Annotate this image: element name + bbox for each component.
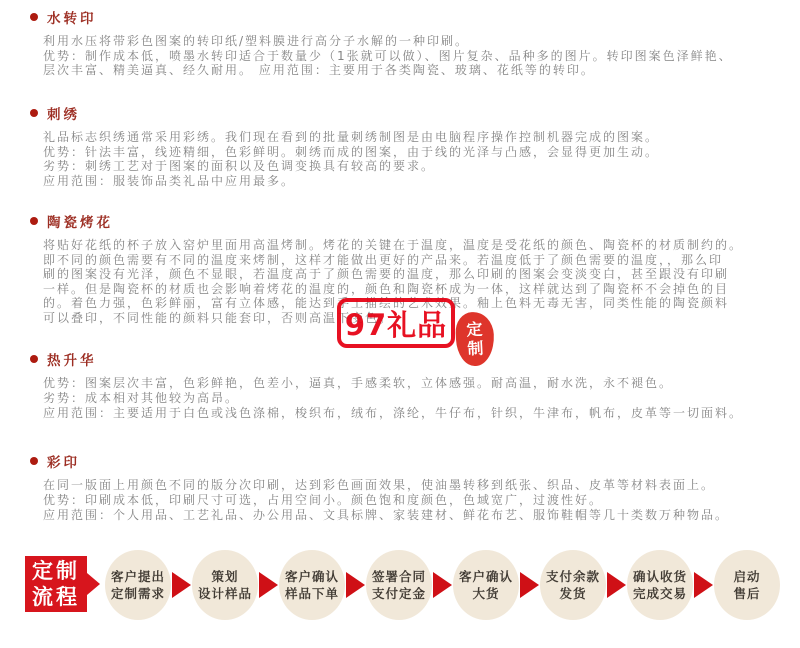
bullet-icon	[30, 217, 38, 225]
step-label: 设计样品	[197, 586, 252, 601]
section-color-printing	[0, 452, 800, 523]
flow-step-7	[627, 550, 693, 620]
step-label: 完成交易	[632, 586, 687, 601]
body-line: 刷的图案没有光泽，颜色不显眼，若温度高于了颜色需要的温度，那么印刷的图案会变淡变白，甚至跟没有印刷	[43, 267, 730, 281]
section-title: 刺绣	[47, 107, 80, 123]
bullet-icon	[30, 457, 38, 465]
body-line: 应用范围：主要适用于白色或浅色涤棉，梭织布，绒布，涤纶，牛仔布，针织，牛津布，帆布，皮革等一切面料。	[43, 406, 744, 420]
step-label: 签署合同	[371, 569, 426, 584]
section-body	[43, 34, 800, 78]
flow-step-8	[714, 550, 780, 620]
flow-step-2	[192, 550, 258, 620]
body-line: 应用范围：服装饰品类礼品中应用最多。	[43, 173, 296, 188]
flow-title-box	[25, 556, 87, 612]
flow-step-5	[453, 550, 519, 620]
section-title: 热升华	[47, 353, 97, 369]
body-line: 优势：图案层次丰富，色彩鲜艳，色差小，逼真，手感柔软，立体感强。耐高温，耐水洗，永不褪色。	[43, 376, 674, 390]
step-label: 客户提出	[110, 569, 165, 584]
section-thermal-sublimation	[0, 350, 800, 421]
section-title: 陶瓷烤花	[47, 215, 113, 231]
section-body	[43, 376, 800, 421]
section-header	[30, 212, 800, 230]
step-label: 策划	[211, 569, 239, 584]
section-title: 彩印	[47, 455, 80, 471]
flow-step-3	[279, 550, 345, 620]
step-label: 定制需求	[110, 586, 165, 601]
step-label: 支付余款	[545, 569, 600, 584]
section-header	[30, 104, 800, 122]
step-label: 启动	[733, 569, 761, 584]
step-label: 大货	[472, 586, 500, 601]
section-header	[30, 452, 800, 470]
step-label: 客户确认	[284, 569, 339, 584]
section-header	[30, 350, 800, 368]
bullet-icon	[30, 13, 38, 21]
flow-title-arrow-tip	[87, 573, 100, 595]
right-arrow-icon	[433, 572, 452, 598]
seal-char: 定	[466, 319, 483, 340]
flow-step-1	[105, 550, 171, 620]
flow-step-6	[540, 550, 606, 620]
body-line: 优势：制作成本低，喷墨水转印适合于数量少（1张就可以做）、图片复杂、品种多的图片。转印图案色泽鲜艳、	[43, 48, 733, 63]
body-line: 礼品标志织绣通常采用彩绣。我们现在看到的批量刺绣制图是由电脑程序操作控制机器完成的图案。	[43, 130, 660, 144]
body-line: 一样。但是陶瓷杯的材质也会影响着烤花的温度的，颜色和陶瓷杯成为一体，这样就达到了陶瓷杯不会掉色的目	[43, 281, 730, 296]
flow-title-line: 定制	[32, 559, 80, 583]
body-line: 利用水压将带彩色图案的转印纸/塑料膜进行高分子水解的一种印刷。	[43, 34, 470, 48]
body-line: 在同一版面上用颜色不同的版分次印刷，达到彩色画面效果，使油墨转移到纸张、织品、皮革等材料表面上。	[43, 478, 716, 492]
step-label: 售后	[733, 586, 761, 601]
body-line: 的。着色力强，色彩鲜丽，富有立体感，能达到手工描绘的艺术效果。釉上色料无毒无害，同类性能的陶瓷颜料	[43, 296, 730, 310]
section-water-transfer	[0, 8, 800, 78]
step-label: 客户确认	[458, 569, 513, 584]
bullet-icon	[30, 355, 38, 363]
step-label: 支付定金	[371, 586, 426, 601]
body-line: 优势：印刷成本低，印刷尺寸可选，占用空间小。颜色饱和度颜色，色域宽广，过渡性好。	[43, 493, 604, 507]
body-line: 可以叠印，不同性能的颜料只能套印，否则高温下变色。	[43, 310, 394, 325]
section-title: 水转印	[47, 11, 97, 27]
right-arrow-icon	[346, 572, 365, 598]
section-body	[43, 130, 800, 188]
step-label: 样品下单	[284, 586, 339, 601]
right-arrow-icon	[520, 572, 539, 598]
flow-step-4	[366, 550, 432, 620]
body-line: 劣势：刺绣工艺对于图案的面积以及色调变换具有较高的要求。	[43, 159, 436, 173]
watermark-badge: 97礼品	[337, 298, 455, 348]
right-arrow-icon	[694, 572, 713, 598]
section-embroidery	[0, 104, 800, 188]
body-line: 应用范围：个人用品、工艺礼品、办公用品、文具标牌、家装建材、鲜花布艺、服饰鞋帽等几十类数万种物品。	[43, 508, 730, 522]
right-arrow-icon	[607, 572, 626, 598]
body-line: 将贴好花纸的杯子放入窑炉里面用高温烤制。烤花的关键在于温度，温度是受花纸的颜色、陶瓷杯的材质制约的。	[43, 238, 744, 252]
body-line: 劣势：成本相对其他较为高昂。	[43, 391, 240, 405]
body-line: 层次丰富、精美逼真、经久耐用。 应用范围：主要用于各类陶瓷、玻璃、花纸等的转印。	[43, 63, 595, 77]
right-arrow-icon	[172, 572, 191, 598]
right-arrow-icon	[259, 572, 278, 598]
seal-char: 制	[466, 338, 484, 359]
body-line: 优势：针法丰富，线迹精细，色彩鲜明。刺绣而成的图案，由于线的光泽与凸感，会显得更加生动。	[43, 144, 660, 159]
step-label: 发货	[559, 586, 587, 601]
section-body	[43, 478, 800, 523]
body-line: 即不同的颜色需要有不同的温度来烤制，这样才能做出更好的产品来。若温度低于了颜色需要的温度，，那么印	[43, 252, 724, 267]
section-header	[30, 8, 800, 26]
flow-title-line: 流程	[32, 585, 80, 609]
bullet-icon	[30, 109, 38, 117]
step-label: 确认收货	[632, 569, 687, 584]
